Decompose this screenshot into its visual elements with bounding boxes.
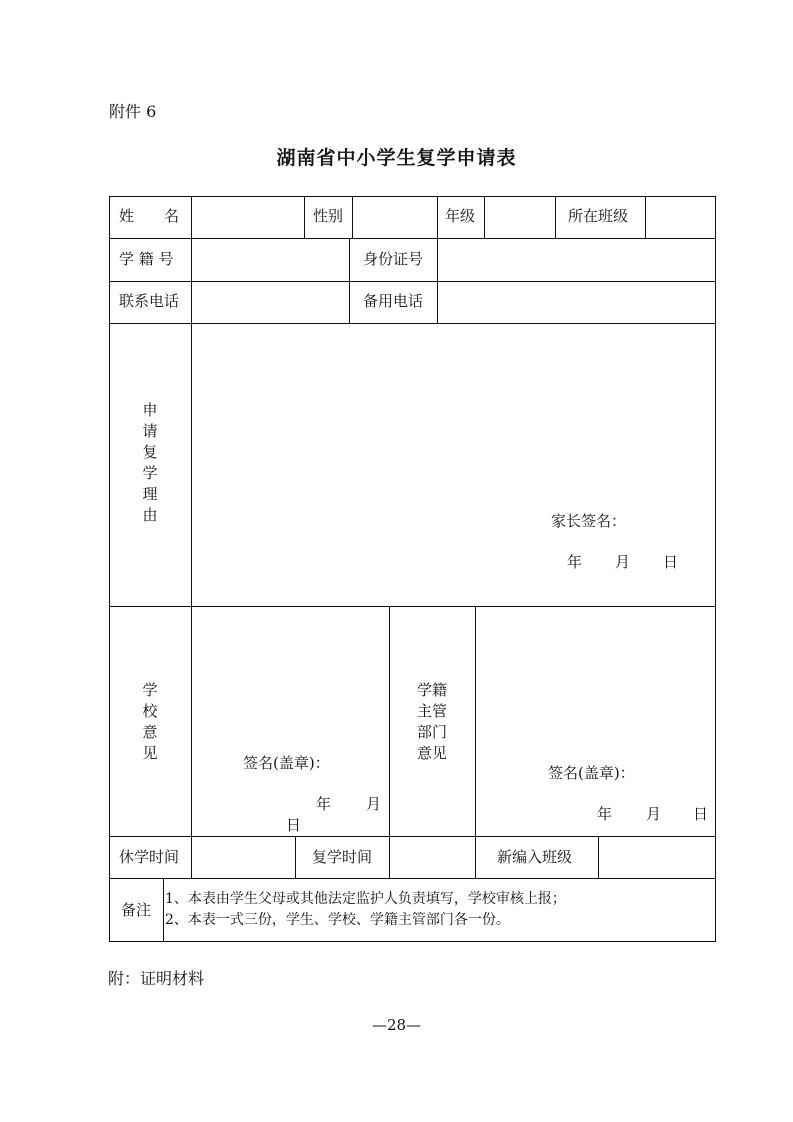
backup-phone-field[interactable] [438,282,715,323]
phone-label: 联系电话 [119,292,180,310]
suspension-time-label: 休学时间 [119,848,180,866]
name-field[interactable] [192,197,304,238]
table-rule [304,196,305,238]
authority-opinion-label-line: 学籍 [416,681,447,699]
suspension-time-field[interactable] [192,837,295,878]
gender-field[interactable] [353,197,437,238]
authority-date-year: 年 [597,805,613,823]
reason-label [140,400,160,526]
page-number: —28— [371,1016,422,1034]
table-rule [475,836,476,878]
table-rule [349,238,350,323]
authority-signature-label: 签名(盖章)： [548,764,635,782]
class-label: 所在班级 [568,207,629,225]
backup-phone-label: 备用电话 [363,292,424,310]
id-card-field[interactable] [438,239,715,281]
table-border-left [109,196,110,942]
id-card-label: 身份证号 [363,250,424,268]
remarks-line: 1、本表由学生父母或其他法定监护人负责填写，学校审核上报； [165,891,566,907]
school-opinion-label-char: 学 [142,681,158,699]
resume-time-field[interactable] [390,837,475,878]
reason-date-year: 年 [567,553,583,571]
remarks-label: 备注 [121,901,152,919]
grade-label: 年级 [445,207,476,225]
table-rule [389,606,390,836]
table-border-bottom [109,941,716,942]
grade-field[interactable] [485,197,555,238]
school-opinion-label-char: 见 [142,744,158,762]
authority-opinion-field[interactable] [476,607,715,757]
reason-date-month: 月 [615,553,631,571]
remarks-line: 2、本表一式三份，学生、学校、学籍主管部门各一份。 [165,912,510,928]
table-border-right [715,196,716,942]
reason-field[interactable] [192,324,715,504]
school-opinion-label [140,680,160,764]
reason-label-char: 请 [142,422,158,440]
form-title: 湖南省中小学生复学申请表 [276,147,517,169]
authority-opinion-label-line: 部门 [416,723,447,741]
resume-time-label: 复学时间 [312,848,373,866]
new-class-field[interactable] [599,837,715,878]
school-date-month: 月 [366,795,382,813]
table-rule [555,196,556,238]
phone-field[interactable] [192,282,349,323]
table-rule [109,878,716,879]
school-opinion-label-char: 校 [142,702,158,720]
student-id-label: 学 籍 号 [119,250,174,268]
school-opinion-field[interactable] [192,607,389,747]
student-id-field[interactable] [192,239,349,281]
reason-label-char: 由 [142,506,158,524]
authority-date-month: 月 [646,805,662,823]
gender-label: 性别 [313,207,344,225]
name-label: 姓 名 [119,207,180,225]
reason-label-char: 理 [142,485,158,503]
authority-opinion-label [412,680,452,764]
reason-label-char: 复 [142,443,158,461]
reason-date-day: 日 [663,553,679,571]
school-date-day: 日 [286,816,302,834]
new-class-label: 新编入班级 [497,848,573,866]
table-rule [437,196,438,238]
table-rule [163,878,164,941]
school-date-year: 年 [316,795,332,813]
table-rule [295,836,296,878]
school-signature-label: 签名(盖章)： [243,754,330,772]
parent-signature-label: 家长签名： [551,512,627,530]
attachment-label: 附件 6 [109,102,157,121]
remarks-notes [165,889,566,931]
school-opinion-label-char: 意 [142,723,158,741]
authority-date-day: 日 [693,805,709,823]
class-field[interactable] [646,197,715,238]
reason-label-char: 学 [142,464,158,482]
footer-attachment-note: 附：证明材料 [108,969,205,988]
authority-opinion-label-line: 主管 [416,702,447,720]
reason-label-char: 申 [142,401,158,419]
authority-opinion-label-line: 意见 [416,744,447,762]
